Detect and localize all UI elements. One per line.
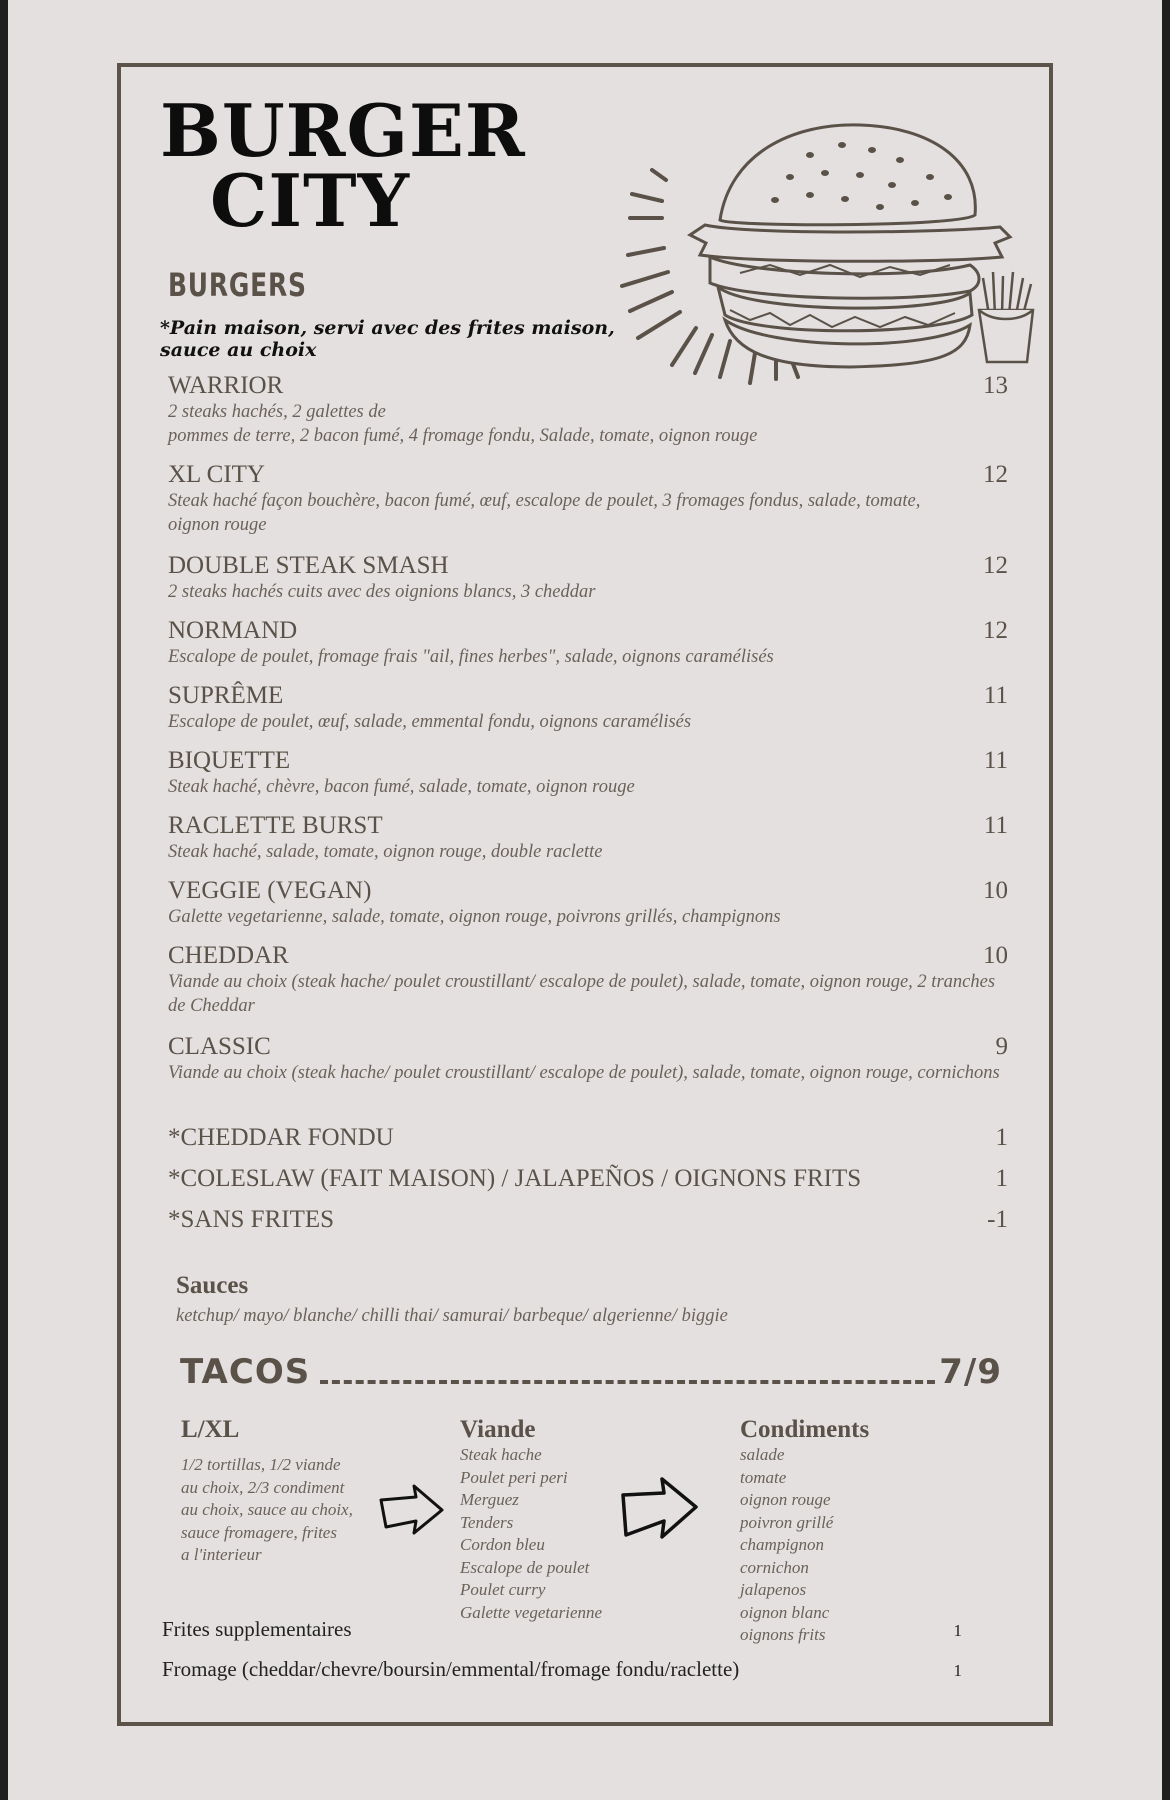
arrow-right-icon (620, 1475, 700, 1543)
burger-item-desc: Steak haché, chèvre, bacon fumé, salade, tomate, oignon rouge (168, 777, 635, 797)
list-item: Escalope de poulet (460, 1557, 590, 1577)
list-item: jalapenos (740, 1580, 807, 1599)
sauces-section (176, 1272, 996, 1328)
burger-item-desc: Steak haché façon bouchère, bacon fumé, œuf, escalope de poulet, 3 fromages fondus, salade, tomate, oignon rouge (168, 491, 921, 535)
tacos-heading (180, 1352, 1002, 1392)
extra-row (162, 1617, 962, 1642)
extra-row (162, 1657, 962, 1682)
burger-item-price: 12 (983, 552, 1008, 579)
list-item: Steak hache (460, 1445, 542, 1464)
option-price: 1 (995, 1165, 1008, 1192)
burger-item-name: BIQUETTE (168, 747, 291, 774)
list-item: cornichon (740, 1557, 809, 1577)
burger-item-desc: 2 steaks hachés cuits avec des oignions blancs, 3 cheddar (168, 582, 596, 602)
tacos-condiments-title: Condiments (740, 1416, 870, 1443)
burger-item-price: 11 (983, 747, 1008, 774)
option-row (168, 1206, 1008, 1234)
burger-item (168, 942, 1008, 1018)
tacos-price: 7/9 (939, 1352, 1002, 1392)
page-edge-left (0, 0, 8, 1800)
arrow-right-icon (378, 1483, 446, 1537)
burger-item-name: VEGGIE (VEGAN) (168, 877, 372, 904)
burger-item-price: 11 (983, 812, 1008, 839)
burger-item (168, 372, 1008, 448)
burger-item-name: NORMAND (168, 617, 298, 644)
burgers-note: *Pain maison, servi avec des frites maison, sauce au choix (160, 317, 615, 361)
list-item: tomate (740, 1467, 787, 1487)
page-edge-right (1162, 0, 1170, 1800)
burger-item-price: 9 (995, 1033, 1008, 1060)
option-price: -1 (987, 1206, 1008, 1233)
burger-item-desc: 2 steaks hachés, 2 galettes de pommes de terre, 2 bacon fumé, 4 fromage fondu, Salade, tomate, oignon rouge (168, 402, 758, 446)
burger-item-name: CHEDDAR (168, 942, 289, 969)
option-name: *SANS FRITES (168, 1206, 335, 1233)
list-item: Poulet curry (460, 1580, 546, 1599)
burger-item (168, 812, 1008, 864)
list-item: champignon (740, 1535, 825, 1554)
burger-item (168, 461, 1008, 537)
tacos-size-desc: 1/2 tortillas, 1/2 viande au choix, 2/3 condiment au choix, sauce au choix, sauce fromagere, frites a l'interieur (181, 1455, 353, 1564)
burger-item-desc: Steak haché, salade, tomate, oignon rouge, double raclette (168, 842, 603, 862)
burger-item (168, 877, 1008, 929)
tacos-size-column (181, 1416, 381, 1567)
burger-item-name: RACLETTE BURST (168, 812, 383, 839)
extra-name: Fromage (cheddar/chevre/boursin/emmental/fromage fondu/raclette) (162, 1657, 740, 1681)
burger-item-price: 12 (983, 617, 1008, 644)
brand-line-1: BURGER (160, 88, 526, 173)
burger-item (168, 747, 1008, 799)
sauces-list: ketchup/ mayo/ blanche/ chilli thai/ samurai/ barbeque/ algerienne/ biggie (176, 1306, 728, 1326)
list-item: Merguez (460, 1490, 519, 1509)
burgers-section-title: BURGERS (168, 266, 307, 304)
burger-item-price: 10 (983, 877, 1008, 904)
burger-item-desc: Escalope de poulet, fromage frais "ail, fines herbes", salade, oignons caramélisés (168, 647, 774, 667)
burger-item-desc: Viande au choix (steak hache/ poulet croustillant/ escalope de poulet), salade, tomate, oignon rouge, 2 tranches de Cheddar (168, 972, 996, 1016)
burger-item (168, 617, 1008, 669)
burger-item-name: DOUBLE STEAK SMASH (168, 552, 449, 579)
burger-item-name: SUPRÊME (168, 682, 284, 709)
burger-item-name: XL CITY (168, 461, 265, 488)
brand-title (160, 88, 526, 243)
list-item: salade (740, 1445, 785, 1464)
extra-price: 1 (953, 1621, 962, 1640)
burger-item-price: 11 (983, 682, 1008, 709)
option-name: *CHEDDAR FONDU (168, 1124, 394, 1151)
burger-item-name: WARRIOR (168, 372, 284, 399)
tacos-size-title: L/XL (181, 1416, 240, 1443)
brand-line-2: CITY (210, 158, 410, 243)
burger-item (168, 552, 1008, 604)
tacos-meat-title: Viande (460, 1416, 536, 1443)
burger-item-desc: Escalope de poulet, œuf, salade, emmental fondu, oignons caramélisés (168, 712, 692, 732)
tacos-title: TACOS (180, 1352, 311, 1392)
burger-item (168, 682, 1008, 734)
option-row (168, 1165, 1008, 1193)
list-item: Galette vegetarienne (460, 1602, 603, 1622)
burger-item-price: 12 (983, 461, 1008, 488)
list-item: oignon blanc (740, 1602, 830, 1622)
burger-item-desc: Viande au choix (steak hache/ poulet croustillant/ escalope de poulet), salade, tomate, oignon rouge, cornichons (168, 1063, 1000, 1083)
tacos-condiments-column (740, 1416, 940, 1647)
option-row (168, 1124, 1008, 1152)
tacos-dotted-leader (320, 1380, 935, 1384)
extra-price: 1 (953, 1661, 962, 1680)
option-price: 1 (995, 1124, 1008, 1151)
list-item: Tenders (460, 1512, 514, 1532)
extra-name: Frites supplementaires (162, 1617, 352, 1641)
burger-item (168, 1033, 1008, 1085)
option-name: *COLESLAW (FAIT MAISON) / JALAPEÑOS / OIGNONS FRITS (168, 1165, 862, 1192)
list-item: oignons frits (740, 1625, 826, 1644)
burger-item-desc: Galette vegetarienne, salade, tomate, oignon rouge, poivrons grillés, champignons (168, 907, 781, 927)
list-item: Cordon bleu (460, 1535, 545, 1554)
list-item: oignon rouge (740, 1490, 831, 1509)
fries-icon (975, 270, 1037, 365)
sauces-title: Sauces (176, 1272, 249, 1299)
burger-item-price: 10 (983, 942, 1008, 969)
burger-item-price: 13 (983, 372, 1008, 399)
list-item: poivron grillé (740, 1512, 834, 1532)
burger-item-name: CLASSIC (168, 1033, 271, 1060)
list-item: Poulet peri peri (460, 1467, 568, 1487)
